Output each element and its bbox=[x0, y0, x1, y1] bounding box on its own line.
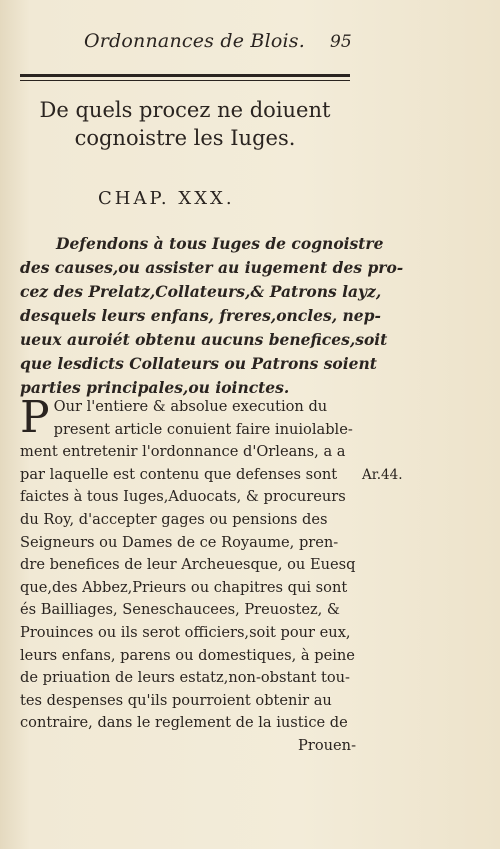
body-line: tes despenses qu'ils pourroient obtenir au bbox=[20, 691, 332, 709]
body-line: contraire, dans le reglement de la iustice de bbox=[20, 714, 348, 732]
catchword: Prouen- bbox=[298, 736, 356, 754]
body-line: Prouinces ou ils serot officiers,soit pour eux, bbox=[20, 623, 351, 641]
header-rule bbox=[20, 74, 350, 77]
body-line: que,des Abbez,Prieurs ou chapitres qui sont bbox=[20, 578, 348, 596]
body-line: faictes à tous Iuges,Aduocats, & procureurs bbox=[20, 488, 346, 506]
body-line: és Bailliages, Seneschaucees, Preuostez, & bbox=[20, 601, 340, 619]
chapter-title-line-2: cognoistre les Iuges. bbox=[74, 126, 296, 150]
body-line: Our l'entiere & absolue execution du bbox=[53, 398, 328, 415]
body-line: ment entretenir l'ordonnance d'Orleans, a a bbox=[20, 443, 346, 461]
summary-line: ueux auroiét obtenu aucuns benefices,soit bbox=[20, 330, 388, 349]
running-title: Ordonnances de Blois. bbox=[84, 30, 305, 52]
body-line: dre benefices de leur Archeuesque, ou Euesq bbox=[20, 556, 356, 574]
body-line: de priuation de leurs estatz,non-obstant tou- bbox=[20, 669, 350, 687]
chapter-number: CHAP. XXX. bbox=[98, 188, 235, 209]
chapter-summary bbox=[20, 232, 404, 400]
summary-line: que lesdicts Collateurs ou Patrons soient bbox=[20, 354, 377, 373]
body-line: leurs enfans, parens ou domestiques, à peine bbox=[20, 646, 355, 664]
page-number: 95 bbox=[330, 32, 352, 52]
body-line: Seigneurs ou Dames de ce Royaume, pren- bbox=[20, 533, 339, 551]
body-text bbox=[20, 392, 356, 758]
summary-line: cez des Prelatz,Collateurs,& Patrons layz, bbox=[20, 282, 382, 301]
summary-line: Defendons à tous Iuges de cognoistre bbox=[56, 234, 384, 253]
summary-line: des causes,ou assister au iugement des pro- bbox=[20, 258, 404, 277]
body-line: par laquelle est contenu que defenses sont bbox=[20, 465, 338, 483]
margin-reference: Ar.44. bbox=[362, 467, 403, 483]
chapter-title-line-1: De quels procez ne doiuent bbox=[39, 98, 331, 122]
drop-cap: P bbox=[20, 392, 50, 443]
body-line: du Roy, d'accepter gages ou pensions des bbox=[20, 510, 328, 528]
header-rule-thin bbox=[20, 80, 350, 81]
body-line: present article conuient faire inuiolable- bbox=[53, 420, 353, 438]
summary-line: parties principales,ou ioinctes. bbox=[20, 378, 290, 397]
chapter-title bbox=[30, 96, 340, 152]
summary-line: desquels leurs enfans, freres,oncles, nep- bbox=[20, 306, 381, 325]
